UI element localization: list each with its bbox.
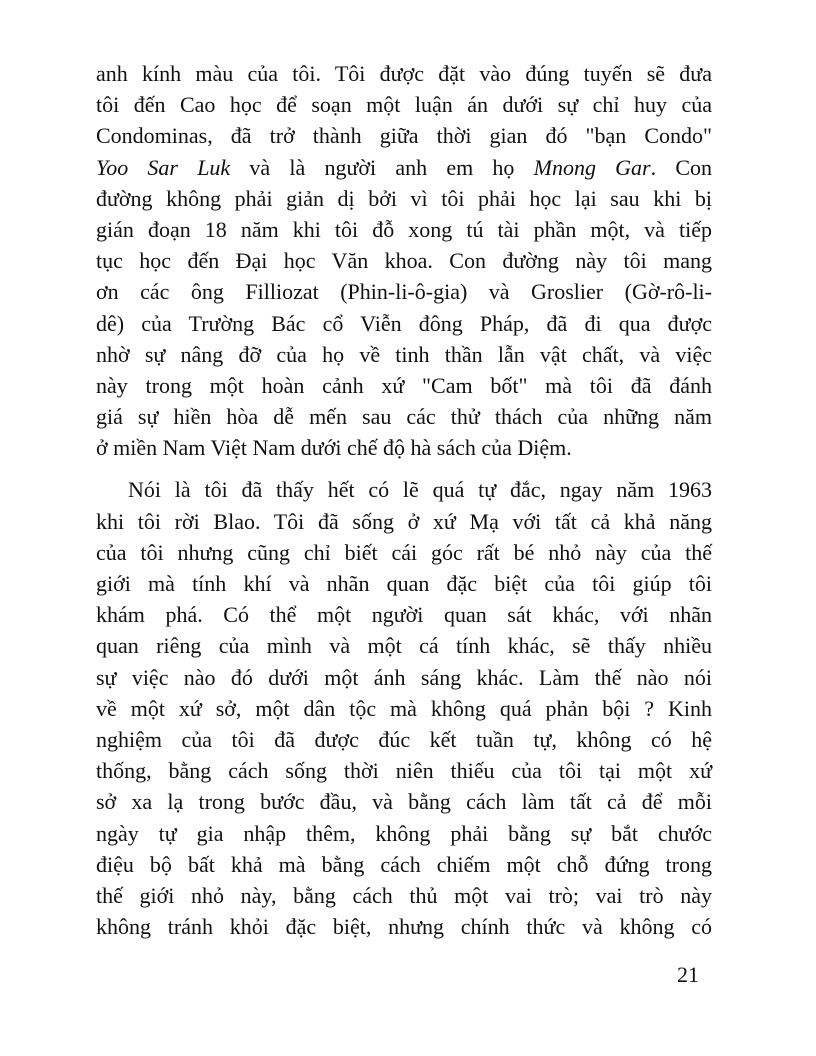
- text-fragment: . Con: [650, 154, 712, 180]
- text-line: thống, bằng cách sống thời niên thiếu của tôi tại một xứ: [96, 758, 712, 784]
- text-line: của tôi nhưng cũng chỉ biết cái góc rất bé nhỏ này của thế: [96, 539, 712, 565]
- text-line: thế giới nhỏ này, bằng cách thủ một vai trò; vai trò này: [96, 882, 712, 908]
- paragraph-2: [96, 474, 712, 942]
- text-line: quan riêng của mình và một cá tính khác, sẽ thấy nhiều: [96, 633, 712, 659]
- text-line: ngày tự gia nhập thêm, không phải bằng sự bắt chước: [96, 820, 712, 846]
- text-line: ơn các ông Filliozat (Phin-li-ô-gia) và Groslier (Gờ-rô-li-: [96, 279, 712, 305]
- text-line: gián đoạn 18 năm khi tôi đỗ xong tú tài phần một, và tiếp: [96, 216, 712, 242]
- italic-name-mnong-gar: Mnong Gar: [533, 154, 651, 180]
- text-line: giá sự hiền hòa dễ mến sau các thử thách của những năm: [96, 404, 712, 430]
- text-line: về một xứ sở, một dân tộc mà không quá phản bội ? Kinh: [96, 695, 712, 721]
- paragraph-spacer: [96, 463, 712, 474]
- text-line: này trong một hoàn cảnh xứ "Cam bốt" mà tôi đã đánh: [96, 372, 712, 398]
- text-line: tôi đến Cao học để soạn một luận án dưới sự chỉ huy của: [96, 92, 712, 118]
- text-line: sở xa lạ trong bước đầu, và bằng cách làm tất cả để mỗi: [96, 789, 712, 815]
- paragraph-1: [96, 58, 712, 463]
- text-line: sự việc nào đó dưới một ánh sáng khác. Làm thế nào nói: [96, 664, 712, 690]
- text-line: tục học đến Đại học Văn khoa. Con đường này tôi mang: [96, 248, 712, 274]
- text-line: không tránh khỏi đặc biệt, nhưng chính thức và không có: [96, 914, 712, 940]
- text-line: giới mà tính khí và nhãn quan đặc biệt của tôi giúp tôi: [96, 571, 712, 596]
- text-line: khám phá. Có thể một người quan sát khác, với nhãn: [96, 602, 712, 628]
- italic-name-yoo-sar-luk: Yoo Sar Luk: [96, 154, 231, 180]
- page-number: 21: [677, 962, 699, 987]
- text-line: anh kính màu của tôi. Tôi được đặt vào đúng tuyến sẽ đưa: [96, 61, 712, 86]
- body-text: [96, 58, 712, 942]
- text-line: ở miền Nam Việt Nam dưới chế độ hà sách của Diệm.: [96, 435, 572, 461]
- text-line: điệu bộ bất khả mà bằng cách chiếm một chỗ đứng trong: [96, 851, 712, 877]
- text-fragment: và là người anh em họ: [230, 154, 534, 180]
- text-line: [96, 152, 712, 183]
- text-line: đường không phải giản dị bởi vì tôi phải học lại sau khi bị: [96, 185, 712, 211]
- text-line: nghiệm của tôi đã được đúc kết tuần tự, không có hệ: [96, 726, 712, 752]
- text-line: Condominas, đã trở thành giữa thời gian đó "bạn Condo": [96, 123, 712, 149]
- text-line: dê) của Trường Bác cổ Viễn đông Pháp, đã đi qua được: [96, 310, 712, 336]
- text-line: khi tôi rời Blao. Tôi đã sống ở xứ Mạ với tất cả khả năng: [96, 508, 712, 534]
- text-line: Nói là tôi đã thấy hết có lẽ quá tự đắc, ngay năm 1963: [128, 477, 712, 503]
- text-line: nhờ sự nâng đỡ của họ về tinh thần lẫn vật chất, và việc: [96, 341, 712, 367]
